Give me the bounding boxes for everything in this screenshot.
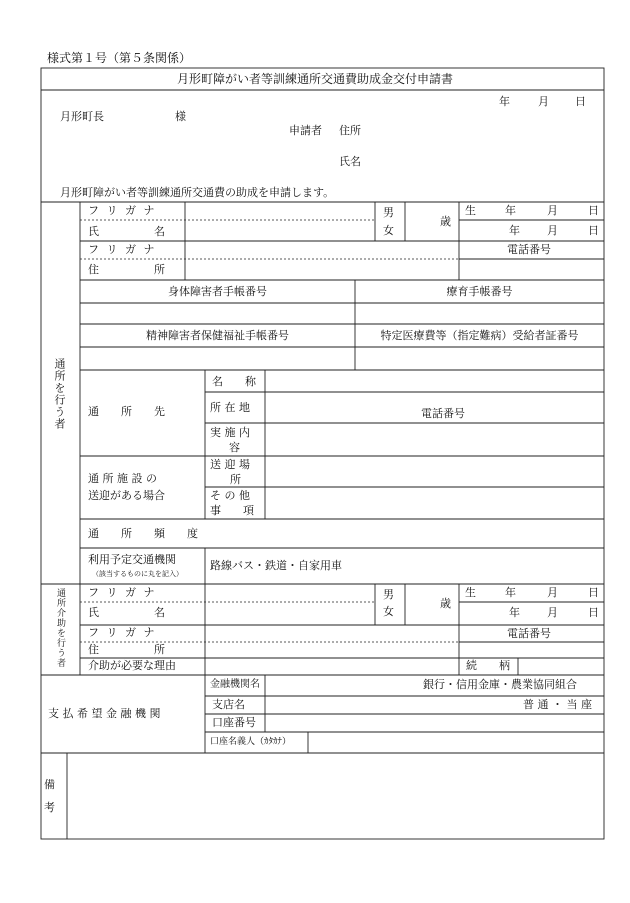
helper-name-label: 氏 名 (88, 606, 165, 619)
helper-age-year: 年 (509, 606, 520, 619)
attendee-age-year: 年 (509, 224, 520, 237)
facility-name-label: 名 称 (212, 375, 256, 388)
transport-options: 路線バス・鉄道・自家用車 (210, 559, 342, 572)
facility-label: 通 所 先 (88, 405, 165, 418)
applicant-name-label: 氏名 (339, 155, 361, 168)
bank-branch-label: 支店名 (212, 698, 245, 711)
physical-cert-label: 身体障害者手帳番号 (168, 285, 267, 298)
attendee-name-label: 氏 名 (88, 225, 165, 238)
addressee-name: 月形町長 (60, 110, 104, 123)
remarks-label-1: 備 (44, 778, 55, 791)
facility-content-label-2: 容 (229, 441, 240, 454)
applicant-label: 申請者 (289, 124, 322, 137)
application-statement: 月形町障がい者等訓練通所交通費の助成を申請します。 (60, 186, 335, 199)
attendee-phone-label: 電話番号 (507, 243, 551, 256)
helper-phone-label: 電話番号 (507, 627, 551, 640)
frequency-label: 通 所 頻 度 (88, 527, 198, 540)
attendee-birth-month: 月 (547, 204, 558, 217)
shuttle-place-label-1: 送 迎 場 (210, 458, 250, 471)
facility-location-label: 所 在 地 (210, 401, 250, 414)
date-month: 月 (538, 95, 549, 108)
bank-institution-types: 銀行・信用金庫・農業協同組合 (423, 678, 577, 691)
attendee-furigana-label: フ リ ガ ナ (88, 204, 157, 217)
helper-relation-label: 続 柄 (466, 659, 510, 672)
helper-reason-label: 介助が必要な理由 (88, 659, 176, 672)
helper-side-label: 通所介助を行う者 (55, 588, 65, 668)
helper-birth-label: 生 (465, 586, 476, 599)
shuttle-other-label-1: そ の 他 (210, 489, 250, 502)
helper-gender-female: 女 (383, 605, 394, 618)
attendee-age-month: 月 (547, 224, 558, 237)
bank-account-holder-label: 口座名義人（ｶﾀｶﾅ） (210, 737, 292, 747)
shuttle-other-label-2: 事 項 (210, 504, 254, 517)
addressee-honorific: 様 (175, 110, 186, 123)
attendee-birth-label: 生 (465, 204, 476, 217)
shuttle-place-label-2: 所 (230, 473, 241, 486)
attendee-address-furigana-label: フ リ ガ ナ (88, 243, 157, 256)
shuttle-label-2: 送迎がある場合 (88, 489, 165, 502)
bank-account-types: 普 通 ・ 当 座 (523, 698, 592, 711)
helper-birth-day: 日 (588, 586, 599, 599)
mental-cert-label: 精神障害者保健福祉手帳番号 (146, 329, 289, 342)
helper-address-label: 住 所 (88, 643, 165, 656)
attendee-gender-male: 男 (383, 206, 394, 219)
helper-age-day: 日 (588, 606, 599, 619)
attendee-gender-female: 女 (383, 224, 394, 237)
applicant-address-label: 住所 (339, 124, 361, 137)
shuttle-label-1: 通 所 施 設 の (88, 472, 157, 485)
helper-furigana-label: フ リ ガ ナ (88, 586, 157, 599)
helper-age-label: 歳 (440, 597, 451, 610)
helper-age-month: 月 (547, 606, 558, 619)
attendee-address-label: 住 所 (88, 263, 165, 276)
form-number: 様式第１号（第５条関係） (47, 51, 192, 65)
attendee-side-label: 通所を行う者 (53, 358, 66, 430)
attendee-birth-year: 年 (505, 204, 516, 217)
transport-label: 利用予定交通機関 (88, 553, 176, 566)
form-title: 月形町障がい者等訓練通所交通費助成金交付申請書 (176, 72, 453, 86)
attendee-birth-day: 日 (588, 204, 599, 217)
facility-content-label-1: 実 施 内 (210, 426, 250, 439)
form-frame (41, 68, 604, 839)
remarks-label-2: 考 (44, 801, 55, 814)
date-day: 日 (575, 95, 586, 108)
bank-label: 支 払 希 望 金 融 機 関 (48, 707, 161, 720)
date-year: 年 (499, 95, 510, 108)
bank-institution-label: 金融機関名 (210, 679, 260, 690)
attendee-age-day: 日 (588, 224, 599, 237)
rehab-cert-label: 療育手帳番号 (446, 285, 513, 298)
transport-note: （該当するものに丸を記入） (92, 570, 183, 578)
special-cert-label: 特定医療費等（指定難病）受給者証番号 (380, 329, 579, 342)
helper-birth-month: 月 (547, 586, 558, 599)
facility-phone-label: 電話番号 (421, 407, 465, 420)
helper-birth-year: 年 (505, 586, 516, 599)
helper-gender-male: 男 (383, 588, 394, 601)
helper-address-furigana-label: フ リ ガ ナ (88, 626, 157, 639)
bank-account-number-label: 口座番号 (212, 716, 256, 729)
attendee-age-label: 歳 (440, 215, 451, 228)
